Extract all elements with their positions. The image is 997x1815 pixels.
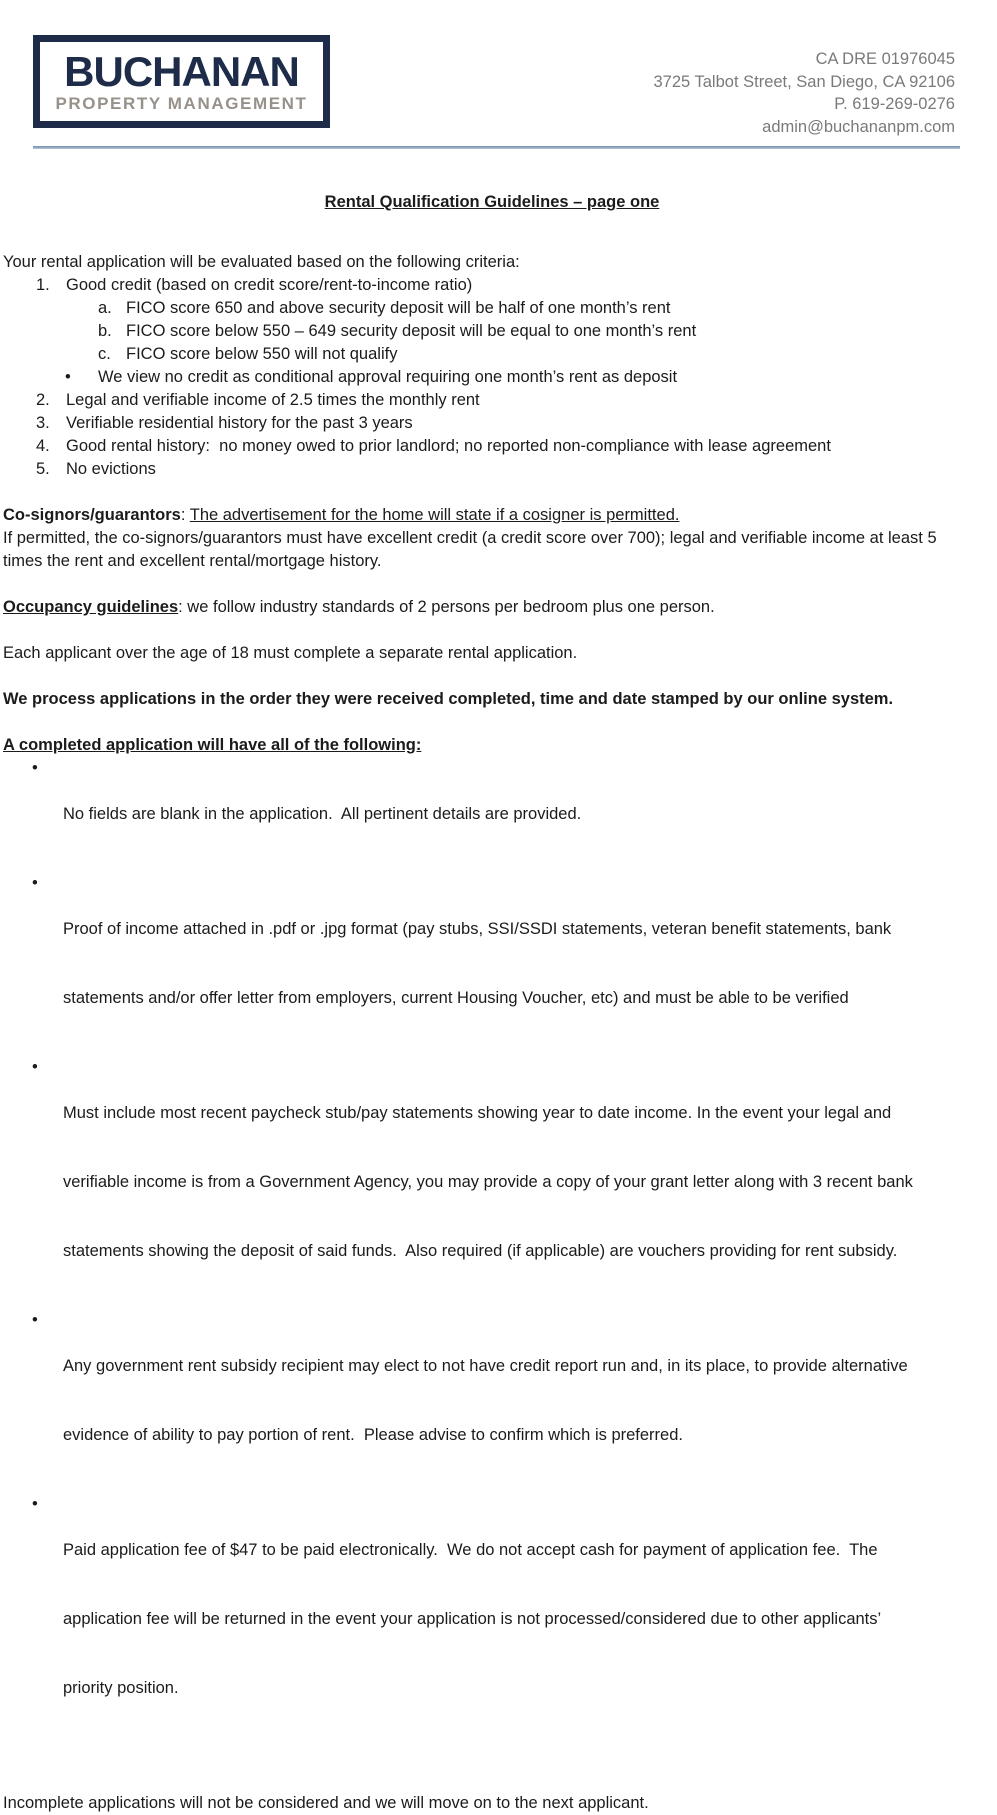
bullet-line: priority position. (63, 1679, 179, 1697)
cosigners-underlined-text: The advertisement for the home will state if a cosigner is permitted. (189, 506, 680, 524)
completed-application-heading: A completed application will have all of the following: (3, 736, 422, 754)
bullet-glyph: • (32, 759, 38, 777)
document-body (3, 185, 961, 1815)
list-marker: 5. (36, 460, 50, 478)
applicant-note: Each applicant over the age of 18 must complete a separate rental application. (3, 644, 578, 662)
bullet-glyph: • (32, 1311, 38, 1329)
bullet-text (63, 1056, 913, 1309)
list-item-1c (3, 343, 961, 366)
bullet-line: Proof of income attached in .pdf or .jpg format (pay stubs, SSI/SSDI statements, veteran benefit statements, bank (63, 920, 892, 938)
bullet-text (63, 872, 891, 1056)
header-divider (33, 146, 960, 149)
cosigners-paragraph (3, 504, 961, 573)
completed-bullet-1 (3, 757, 961, 872)
cosigners-colon: : (180, 506, 190, 524)
bullet-glyph: • (32, 1058, 38, 1076)
list-item-text: Verifiable residential history for the past 3 years (66, 414, 413, 432)
bullet-line: statements and/or offer letter from employers, current Housing Voucher, etc) and must be able to be verified (63, 989, 849, 1007)
bullet-text (63, 1309, 908, 1493)
list-marker: c. (98, 345, 111, 363)
processing-note: We process applications in the order they were received completed, time and date stamped by our online system. (3, 690, 894, 708)
bullet-line: application fee will be returned in the event your application is not processed/considered due to other applicants’ (63, 1610, 882, 1628)
logo-tagline: PROPERTY MANAGEMENT (55, 94, 308, 113)
list-marker: 4. (36, 437, 50, 455)
page-title: Rental Qualification Guidelines – page one (324, 193, 660, 211)
list-item-text: FICO score 650 and above security deposit will be half of one month’s rent (126, 299, 671, 317)
intro-paragraph: Your rental application will be evaluated based on the following criteria: (3, 253, 520, 271)
completed-bullet-5 (3, 1493, 961, 1746)
list-marker: a. (98, 299, 112, 317)
logo-wordmark: BUCHANAN (64, 48, 299, 95)
list-item-1a (3, 297, 961, 320)
list-marker: 2. (36, 391, 50, 409)
bullet-glyph: • (65, 368, 71, 386)
list-item-text: FICO score below 550 will not qualify (126, 345, 398, 363)
list-item-text: We view no credit as conditional approval requiring one month’s rent as deposit (98, 368, 678, 386)
contact-line-dre: CA DRE 01976045 (815, 50, 955, 68)
list-item-text: Legal and verifiable income of 2.5 times the monthly rent (66, 391, 480, 409)
completed-bullet-4 (3, 1309, 961, 1493)
list-item-2 (3, 389, 961, 412)
list-item-text: No evictions (66, 460, 156, 478)
completed-bullet-3 (3, 1056, 961, 1309)
list-marker: 1. (36, 276, 50, 294)
bullet-line: verifiable income is from a Government Agency, you may provide a copy of your grant letter along with 3 recent bank (63, 1173, 913, 1191)
contact-info (654, 48, 956, 138)
contact-line-phone: P. 619-269-0276 (834, 95, 955, 113)
list-item-no-credit (3, 366, 961, 389)
bullet-line: statements showing the deposit of said funds. Also required (if applicable) are vouchers providing for rent subsidy. (63, 1242, 898, 1260)
list-item-3 (3, 412, 961, 435)
contact-line-email: admin@buchananpm.com (762, 117, 955, 136)
contact-line-address: 3725 Talbot Street, San Diego, CA 92106 (653, 72, 955, 91)
bullet-text (63, 1493, 881, 1746)
completed-bullet-2 (3, 872, 961, 1056)
bullet-line: No fields are blank in the application. All pertinent details are provided. (63, 805, 582, 823)
bullet-line: Paid application fee of $47 to be paid electronically. We do not accept cash for payment of application fee. The (63, 1541, 878, 1559)
occupancy-paragraph (3, 596, 961, 619)
bullet-glyph: • (32, 874, 38, 892)
cosigners-body-line: If permitted, the co-signors/guarantors must have excellent credit (a credit score over 700); legal and verifiable income at least 5 (3, 529, 937, 547)
cosigners-body-line: times the rent and excellent rental/mortgage history. (3, 552, 382, 570)
cosigners-lead-line (3, 504, 961, 527)
list-item-text: Good credit (based on credit score/rent-to-income ratio) (66, 276, 473, 294)
bullet-line: Must include most recent paycheck stub/pay statements showing year to date income. In the event your legal and (63, 1104, 892, 1122)
buchanan-logo (33, 35, 330, 128)
list-item-4 (3, 435, 961, 458)
bullet-glyph: • (32, 1495, 38, 1513)
list-marker: b. (98, 322, 112, 340)
bullet-line: evidence of ability to pay portion of rent. Please advise to confirm which is preferred. (63, 1426, 683, 1444)
list-item-text: Good rental history: no money owed to prior landlord; no reported non-compliance with lease agreement (66, 437, 831, 455)
list-item-5 (3, 458, 961, 481)
occupancy-text: : we follow industry standards of 2 persons per bedroom plus one person. (178, 598, 715, 616)
closing-paragraph: Incomplete applications will not be considered and we will move on to the next applicant. (3, 1794, 649, 1812)
list-item-1 (3, 274, 961, 297)
list-item-text: FICO score below 550 – 649 security deposit will be equal to one month’s rent (126, 322, 697, 340)
bullet-text (63, 757, 581, 872)
cosigners-heading: Co-signors/guarantors (3, 506, 181, 524)
bullet-line: Any government rent subsidy recipient may elect to not have credit report run and, in its place, to provide alternative (63, 1357, 908, 1375)
occupancy-heading: Occupancy guidelines (3, 598, 179, 616)
list-marker: 3. (36, 414, 50, 432)
header (33, 35, 955, 138)
list-item-1b (3, 320, 961, 343)
